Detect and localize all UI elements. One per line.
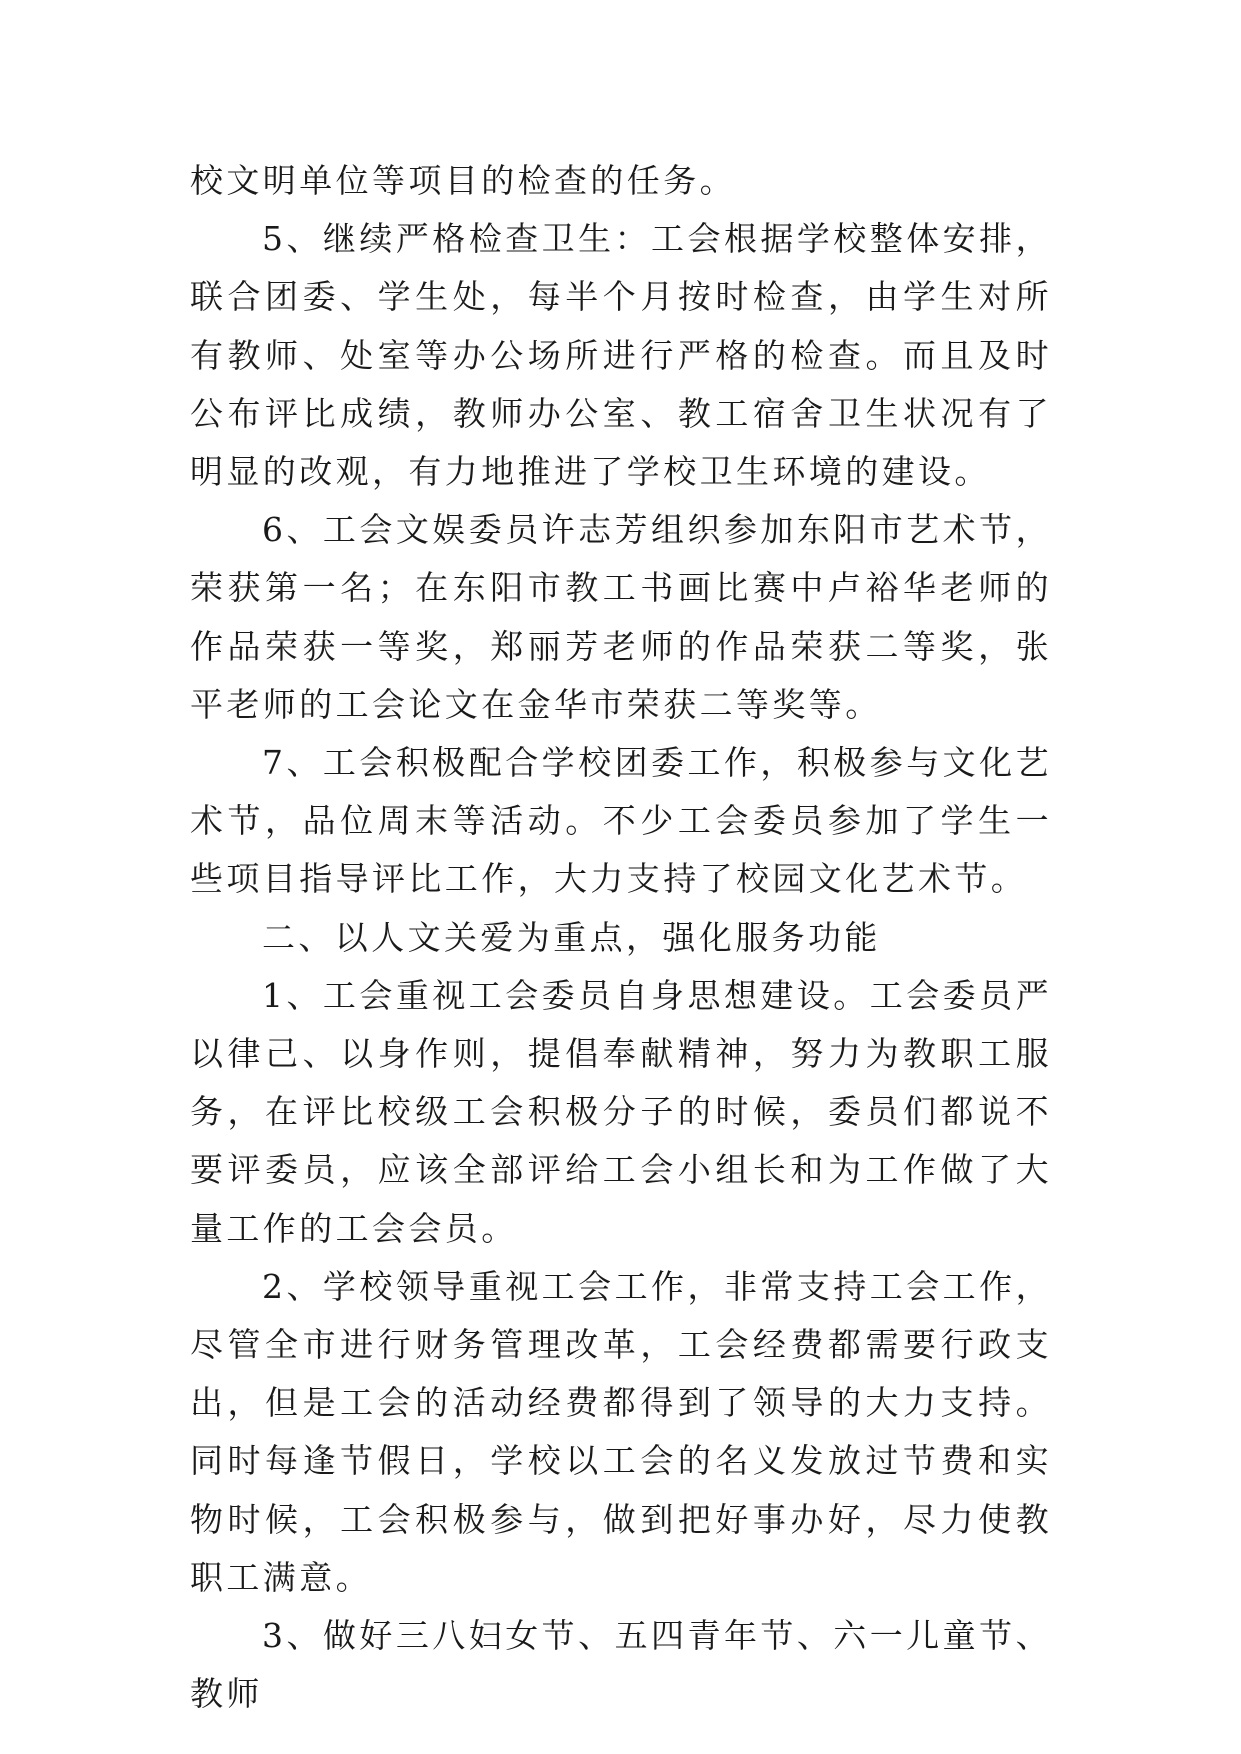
section-heading: 二、以人文关爱为重点，强化服务功能	[262, 917, 881, 957]
paragraph: 6、工会文娱委员许志芳组织参加东阳市艺术节，荣获第一名；在东阳市教工书画比赛中卢裕华老师的作品荣获一等奖，郑丽芳老师的作品荣获二等奖，张平老师的工会论文在金华市荣获二等奖等。	[190, 510, 1052, 724]
paragraph: 校文明单位等项目的检查的任务。	[190, 161, 736, 200]
paragraph: 2、学校领导重视工会工作，非常支持工会工作，尽管全市进行财务管理改革，工会经费都需要行政支出，但是工会的活动经费都得到了领导的大力支持。同时每逢节假日，学校以工会的名义发放过节费和实物时候，工会积极参与，做到把好事办好，尽力使教职工满意。	[190, 1266, 1052, 1597]
paragraph: 1、工会重视工会委员自身思想建设。工会委员严以律己、以身作则，提倡奉献精神，努力为教职工服务，在评比校级工会积极分子的时候，委员们都说不要评委员，应该全部评给工会小组长和为工作做了大量工作的工会会员。	[190, 975, 1052, 1248]
document-body	[190, 152, 1052, 1723]
paragraph: 7、工会积极配合学校团委工作，积极参与文化艺术节，品位周末等活动。不少工会委员参加了学生一些项目指导评比工作，大力支持了校园文化艺术节。	[190, 743, 1052, 899]
paragraph: 3、做好三八妇女节、五四青年节、六一儿童节、教师	[190, 1616, 1052, 1714]
paragraph: 5、继续严格检查卫生：工会根据学校整体安排，联合团委、学生处，每半个月按时检查，由学生对所有教师、处室等办公场所进行严格的检查。而且及时公布评比成绩，教师办公室、教工宿舍卫生状况有了明显的改观，有力地推进了学校卫生环境的建设。	[190, 219, 1052, 492]
